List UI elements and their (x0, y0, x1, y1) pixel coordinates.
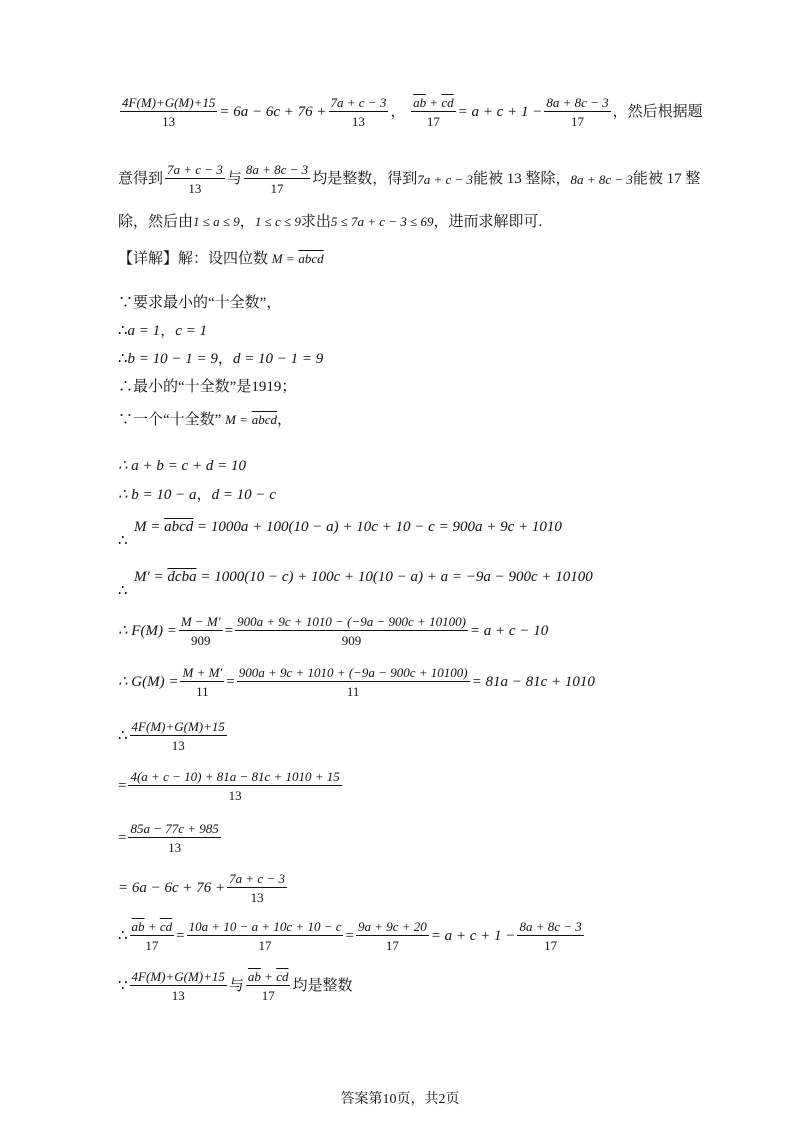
line-21: ∵ $\frac{4F(M)+G(M)+15}{13}$ 与 $\frac{\overline{ab} + \overline{cd}}{17}$ 均是整数 (118, 969, 353, 1003)
therefore-mark: ∴ (118, 583, 128, 599)
fraction: $\frac{4F(M)+G(M)+15}{13}$ (131, 719, 225, 753)
line-19: = 6a − 6c + 76 + $\frac{7a + c - 3}{13}$ (118, 871, 285, 905)
fraction: $\frac{8a + 8c - 3}{17}$ (519, 919, 582, 953)
fraction: $\frac{4F(M)+G(M)+15}{13}$ (131, 969, 225, 1003)
fraction: $\frac{85a - 77c + 985}{13}$ (130, 821, 219, 855)
fraction: $\frac{900a + 9c + 1010 + (-9a - 900c + 10100)}{11}$ (238, 665, 468, 699)
fraction: $\frac{\overline{ab} + \overline{cd}}{17}$ (247, 969, 289, 1003)
line-20: ∴ $\frac{\overline{ab} + \overline{cd}}{17}$ = $\frac{10a + 10 - a + 10c + 10 - c}{17}$ = $\frac{9a + 9c + 20}{17}$ = a + c + 1 − $\frac{8a + 8c - 3}{17}$ (118, 919, 582, 953)
fraction: $\frac{4(a + c - 10) + 81a - 81c + 1010 + 15}{13}$ (130, 769, 340, 803)
line-17: = $\frac{4(a + c - 10) + 81a - 81c + 1010 + 15}{13}$ (118, 769, 340, 803)
line-4: 【详解】解：设四位数 M = abcd (118, 251, 324, 267)
line-13: M′ = dcba = 1000(10 − c) + 100c + 10(10 − a) + a = −9a − 900c + 10100 (134, 569, 593, 585)
fraction: $\frac{10a + 10 - a + 10c + 10 - c}{17}$ (188, 919, 342, 953)
fraction: $\frac{7a + c - 3}{13}$ (229, 871, 285, 905)
line-6: ∴a = 1，c = 1 (118, 323, 207, 339)
fraction: $\frac{7a + c - 3}{13}$ (330, 95, 387, 129)
fraction: $\frac{9a + 9c + 20}{17}$ (357, 919, 427, 953)
fraction: $\frac{7a + c - 3}{13}$ (167, 162, 223, 196)
fraction: $\frac{\overline{ab} + \overline{cd}}{17}$ (131, 919, 173, 953)
line-5: ∵要求最小的“十全数”， (118, 295, 282, 311)
fraction: $\frac{900a + 9c + 1010 - (-9a - 900c + 10100)}{909}$ (237, 614, 466, 648)
therefore-mark: ∴ (118, 533, 128, 549)
line-2: 意得到 $\frac{7a + c - 3}{13}$ 与 $\frac{8a + 8c - 3}{17}$ 均是整数，得到 7a + c − 3 能被 13 整除， 8a + 8c − 3 能被 17 整 (118, 162, 701, 196)
line-12: M = abcd = 1000a + 100(10 − a) + 10c + 10 − c = 900a + 9c + 1010 (134, 519, 562, 535)
line-8: ∴最小的“十全数”是1919； (118, 379, 297, 395)
fraction: $\frac{4F(M)+G(M)+15}{13}$ (122, 95, 216, 129)
line-18: = $\frac{85a - 77c + 985}{13}$ (118, 821, 219, 855)
line-7: ∴b = 10 − 1 = 9，d = 10 − 1 = 9 (118, 351, 324, 367)
line-10: ∴ a + b = c + d = 10 (118, 458, 246, 474)
fraction: $\frac{M + M'}{11}$ (182, 665, 223, 699)
line-16: ∴ $\frac{4F(M)+G(M)+15}{13}$ (118, 719, 225, 753)
line-9: ∵一个“十全数” M = abcd， (118, 412, 292, 428)
page-footer: 答案第10页，共2页 (340, 1092, 460, 1107)
line-11: ∴ b = 10 − a，d = 10 − c (118, 487, 276, 503)
fraction: $\frac{8a + 8c - 3}{17}$ (245, 162, 309, 196)
fraction: $\frac{M - M'}{909}$ (180, 614, 221, 648)
line-14: ∴ F(M) = $\frac{M - M'}{909}$ = $\frac{900a + 9c + 1010 - (-9a - 900c + 10100)}{909}$ = a + c − 10 (118, 614, 549, 648)
line-15: ∴ G(M) = $\frac{M + M'}{11}$ = $\frac{900a + 9c + 1010 + (-9a - 900c + 10100)}{11}$ = 81a − 81c + 1010 (118, 665, 595, 699)
line-1: $\frac{4F(M)+G(M)+15}{13}$ = 6a − 6c + 76 + $\frac{7a + c - 3}{13}$ ， $\frac{\overline{ab} + \overline{cd}}{17}$ = a + c + 1 − $\frac{8a + 8c - 3}{17}$ ，然后根据题 (122, 95, 703, 129)
fraction: $\frac{8a + 8c - 3}{17}$ (546, 95, 609, 129)
line-3: 除，然后由1 ≤ a ≤ 9，1 ≤ c ≤ 9求出5 ≤ 7a + c − 3 ≤ 69，进而求解即可. (118, 214, 543, 230)
fraction: $\frac{\overline{ab} + \overline{cd}}{17}$ (413, 95, 454, 129)
